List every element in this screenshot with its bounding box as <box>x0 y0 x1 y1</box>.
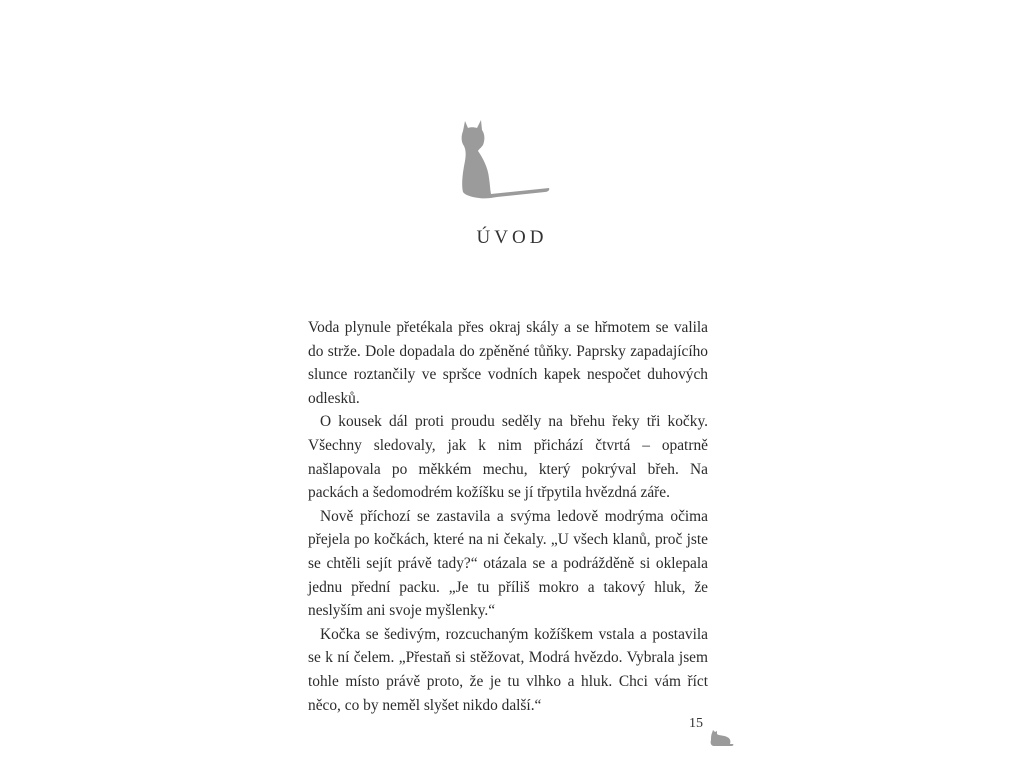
paragraph-3: Nově příchozí se zastavila a svýma ledově modrýma očima přejela po kočkách, které na ni čekaly. „U všech klanů, proč jste se chtěli sejít právě tady?“ otázala se a podrážděně si oklepala jednu přední packu. „Je tu příliš mokro a takový hluk, že neslyším ani svoje myšlenky.“ <box>308 507 708 620</box>
paragraph-1: Voda plynule přetékala přes okraj skály a se hřmotem se valila do strže. Dole dopadala do zpěněné tůňky. Paprsky zapadajícího slunce roztančily ve spršce vodních kapek nespočet duhových odlesků. <box>308 319 708 407</box>
paragraph-4: Kočka se šedivým, rozcuchaným kožíškem vstala a postavila se k ní čelem. „Přestaň si stěžovat, Modrá hvězdo. Vybrala jsem tohle místo právě proto, že je tu vlhko a hluk. Chci vám říct něco, co by neměl slyšet nikdo další.“ <box>308 625 708 714</box>
page-footer <box>688 716 748 756</box>
chapter-title: ÚVOD <box>476 227 548 248</box>
body-text <box>308 316 708 717</box>
small-cat-icon <box>708 729 734 747</box>
paragraph-2: O kousek dál proti proudu seděly na břehu řeky tři kočky. Všechny sledovaly, jak k nim přichází čtvrtá – opatrně našlapovala po měkkém mechu, který pokrýval břeh. Na packách a šedomodrém kožíšku se jí třpytila hvězdná záře. <box>308 413 708 502</box>
page-number: 15 <box>689 716 703 731</box>
sitting-cat-icon <box>455 116 555 202</box>
